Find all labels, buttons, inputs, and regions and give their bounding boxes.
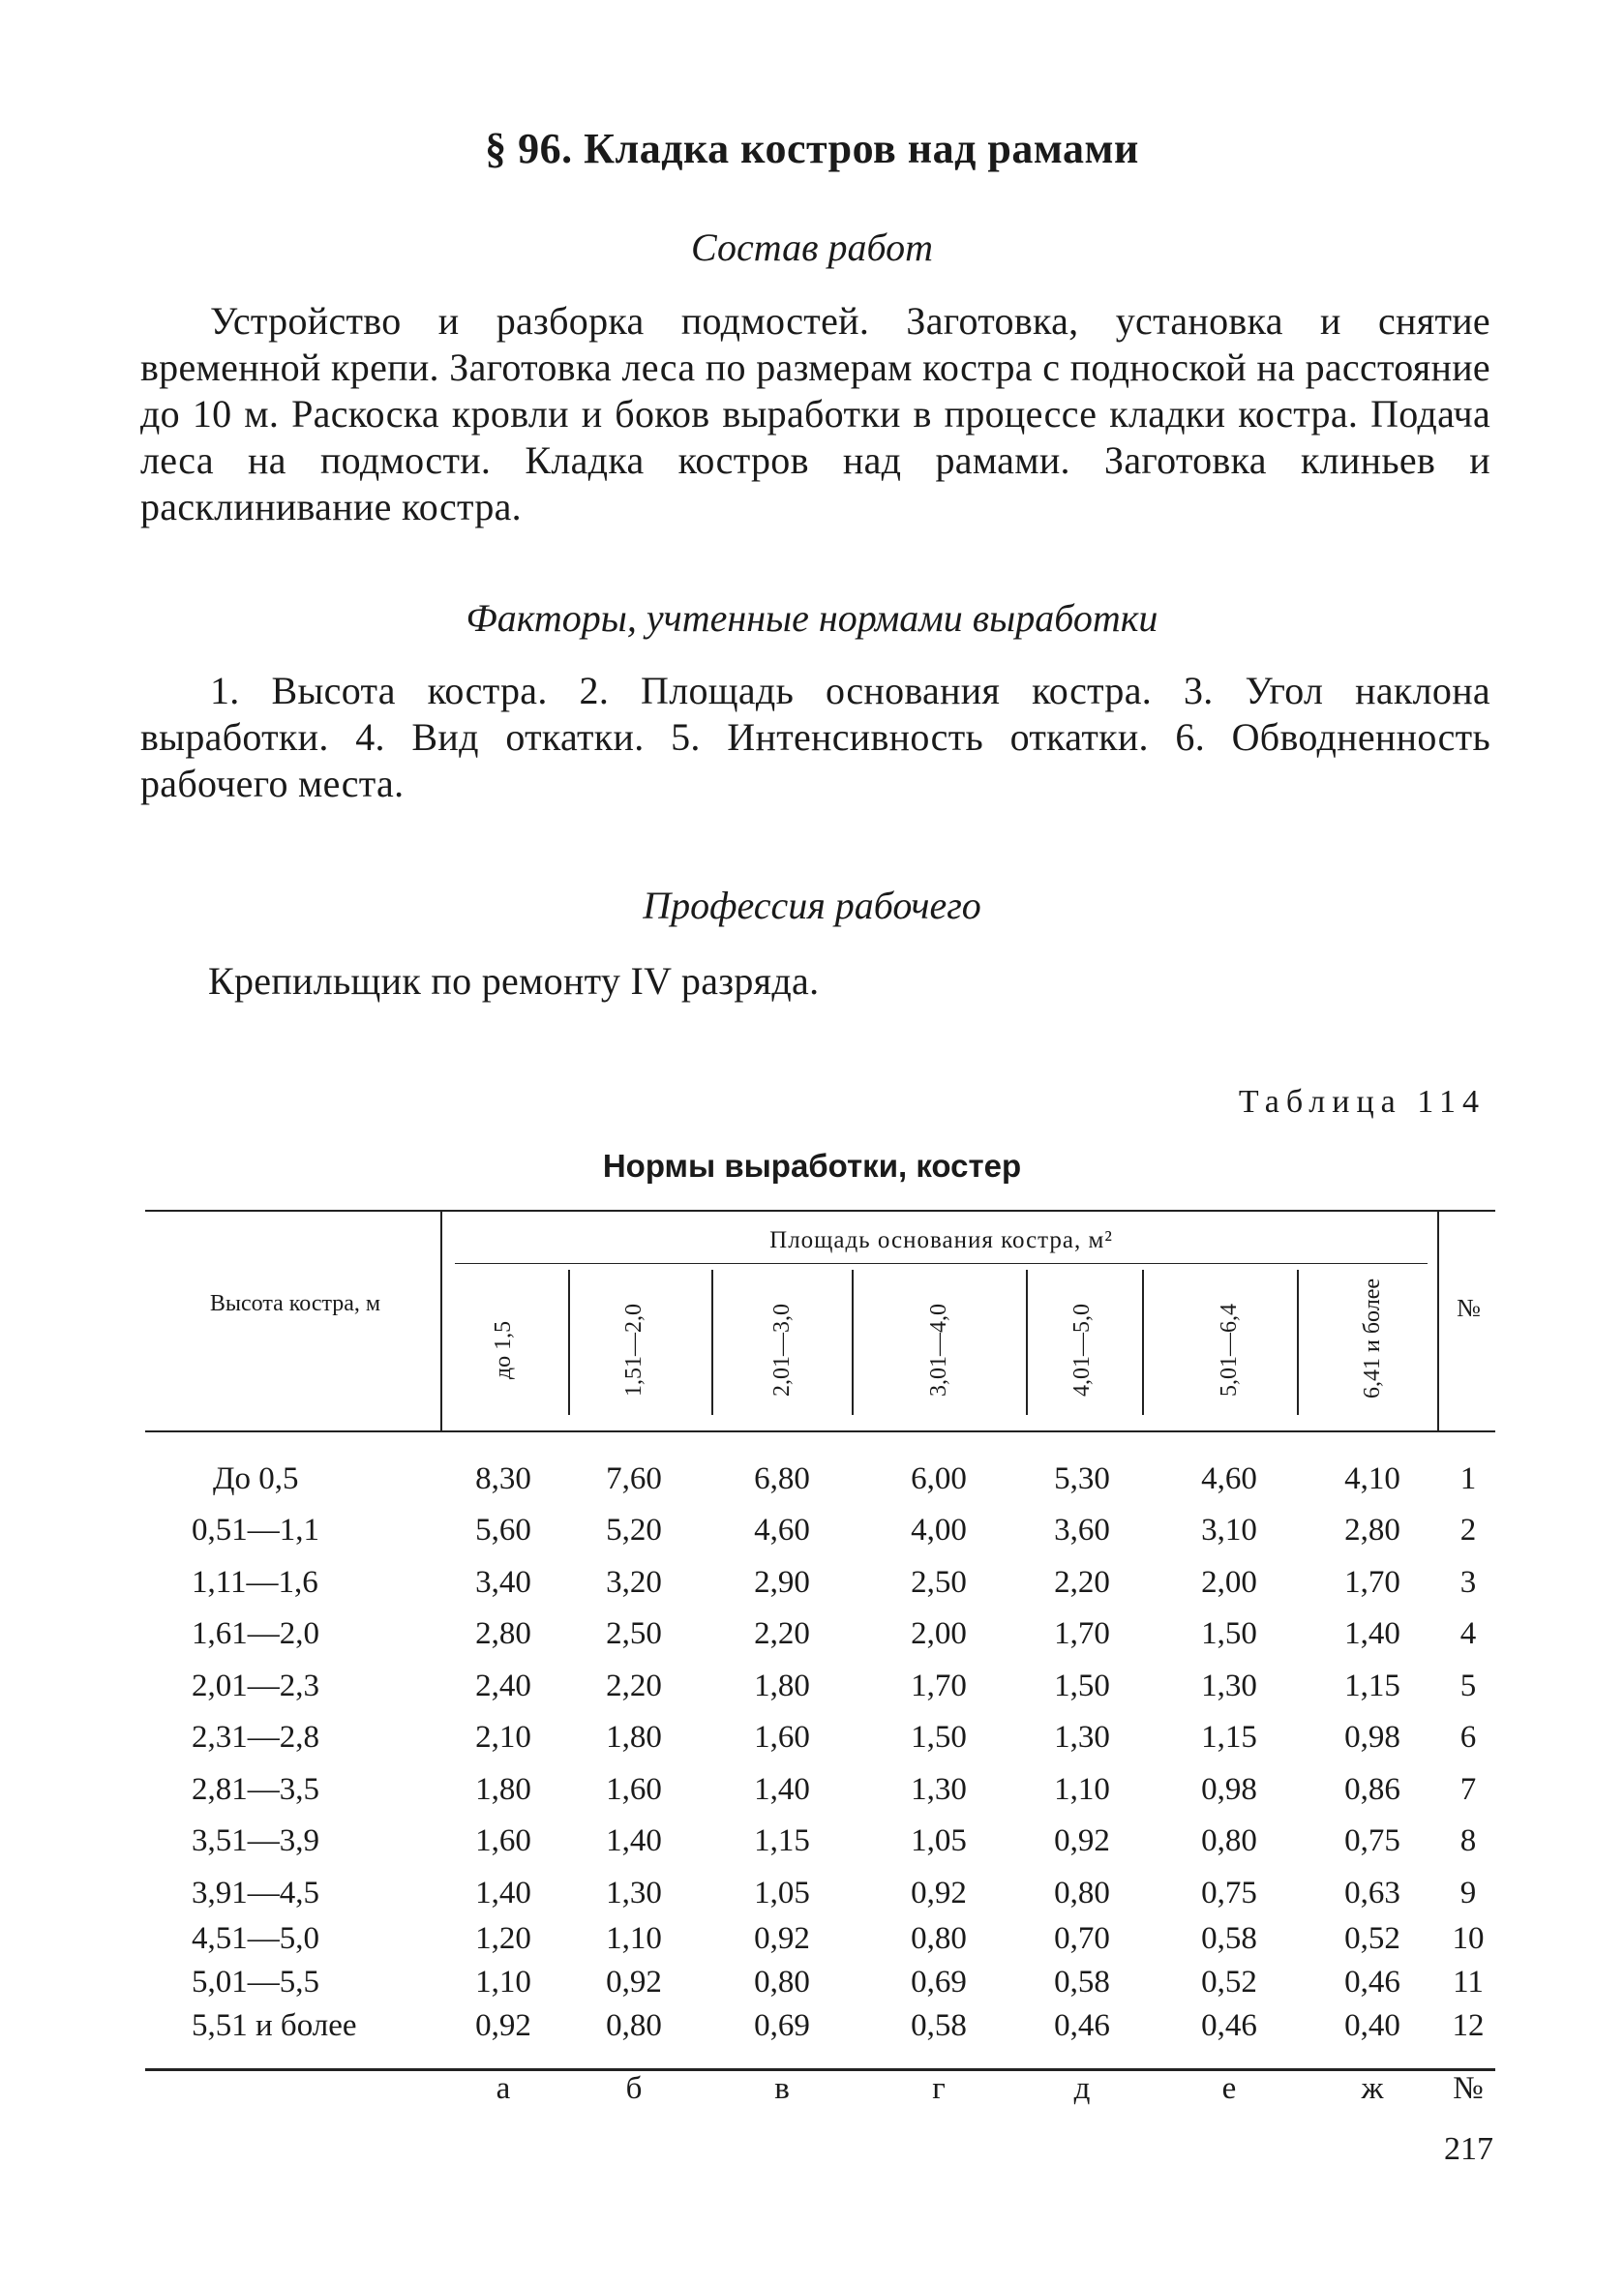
table-cell: 5,30	[1054, 1461, 1110, 1496]
table-cell: 1,05	[754, 1876, 810, 1910]
table-cell: 2,80	[1344, 1513, 1400, 1548]
table-cell: 0,92	[911, 1876, 967, 1910]
table-cell: 1,60	[606, 1772, 662, 1807]
table-cell: 1,60	[754, 1720, 810, 1755]
table-cell: 1,15	[1201, 1720, 1257, 1755]
column-letter: б	[625, 2071, 643, 2106]
table-cell: 0,80	[754, 1965, 810, 2000]
subcolumn-divider	[1297, 1270, 1299, 1415]
table-cell: 4,60	[754, 1513, 810, 1548]
table-cell: 0,98	[1201, 1772, 1257, 1807]
table-cell: 1,70	[911, 1669, 967, 1703]
column-letter: а	[496, 2071, 511, 2106]
area-subheader: 6,41 и более	[1360, 1278, 1385, 1399]
table-cell: 2,10	[475, 1720, 531, 1755]
column-letter: г	[932, 2071, 946, 2106]
table-cell: 3,40	[475, 1565, 531, 1600]
table-label: Таблица 114	[1238, 1084, 1486, 1120]
table-cell: 0,40	[1344, 2008, 1400, 2043]
height-column-header: Высота костра, м	[209, 1291, 381, 1316]
table-cell: 0,92	[475, 2008, 531, 2043]
work-composition-text: Устройство и разборка подмостей. Заготовка, установка и снятие временной крепи. Заготовка леса по размерам костра с подноской на расстояние до 10 м. Раскоска кровли и боков выработки в процессе кладки костра. Подача леса на подмости. Кладка костров над рамами. Заготовка клиньев и расклинивание костра.	[140, 299, 1490, 528]
table-cell: 4,60	[1201, 1461, 1257, 1496]
table-cell: 2,20	[754, 1616, 810, 1651]
table-cell: 2,90	[754, 1565, 810, 1600]
row-height-label: 3,91—4,5	[192, 1876, 319, 1910]
row-height-label: 5,51 и более	[192, 2008, 357, 2043]
table-cell: 1,50	[911, 1720, 967, 1755]
table-cell: 0,69	[911, 1965, 967, 2000]
table-cell: 7,60	[606, 1461, 662, 1496]
row-number: 12	[1452, 2008, 1485, 2043]
area-subheader: 3,01—4,0	[926, 1304, 951, 1397]
table-cell: 2,50	[911, 1565, 967, 1600]
table-cell: 3,20	[606, 1565, 662, 1600]
table-cell: 1,50	[1201, 1616, 1257, 1651]
table-cell: 2,20	[1054, 1565, 1110, 1600]
table-cell: 0,63	[1344, 1876, 1400, 1910]
profession-heading: Профессия рабочего	[643, 884, 981, 927]
table-cell: 0,80	[1054, 1876, 1110, 1910]
table-cell: 1,20	[475, 1921, 531, 1956]
area-subheader: до 1,5	[491, 1320, 516, 1380]
row-number: 7	[1459, 1772, 1477, 1807]
table-cell: 0,58	[1201, 1921, 1257, 1956]
subcolumn-divider	[1026, 1270, 1028, 1415]
column-letter: в	[774, 2071, 790, 2106]
table-cell: 0,46	[1201, 2008, 1257, 2043]
column-letter: ж	[1361, 2071, 1384, 2106]
header-bottom-rule	[145, 1430, 1495, 1432]
table-cell: 0,75	[1344, 1823, 1400, 1858]
table-cell: 4,10	[1344, 1461, 1400, 1496]
table-cell: 0,80	[911, 1921, 967, 1956]
table-cell: 1,70	[1344, 1565, 1400, 1600]
table-cell: 1,70	[1054, 1616, 1110, 1651]
table-cell: 2,40	[475, 1669, 531, 1703]
table-cell: 1,50	[1054, 1669, 1110, 1703]
table-cell: 2,20	[606, 1669, 662, 1703]
area-subheader: 5,01—6,4	[1217, 1304, 1242, 1397]
table-cell: 1,80	[606, 1720, 662, 1755]
area-column-header: Площадь основания костра, м²	[769, 1227, 1113, 1253]
table-cell: 1,40	[1344, 1616, 1400, 1651]
row-number: 5	[1459, 1669, 1477, 1703]
table-cell: 1,10	[606, 1921, 662, 1956]
table-cell: 1,10	[475, 1965, 531, 2000]
table-cell: 1,10	[1054, 1772, 1110, 1807]
row-number: 11	[1453, 1965, 1484, 2000]
row-number: 2	[1459, 1513, 1477, 1548]
column-letter: д	[1073, 2071, 1091, 2106]
table-cell: 0,80	[606, 2008, 662, 2043]
table-cell: 2,00	[911, 1616, 967, 1651]
table-cell: 0,70	[1054, 1921, 1110, 1956]
row-number: 3	[1459, 1565, 1477, 1600]
area-subheader: 2,01—3,0	[769, 1304, 795, 1397]
table-title: Нормы выработки, костер	[602, 1148, 1022, 1184]
area-subheader: 1,51—2,0	[621, 1304, 647, 1397]
number-column-header: №	[1457, 1294, 1481, 1322]
table-cell: 2,00	[1201, 1565, 1257, 1600]
row-number: 10	[1452, 1921, 1485, 1956]
subcolumn-divider	[568, 1270, 570, 1415]
row-number: 9	[1459, 1876, 1477, 1910]
row-height-label: 2,31—2,8	[192, 1720, 319, 1755]
row-height-label: 2,01—2,3	[192, 1669, 319, 1703]
work-composition-heading: Состав работ	[691, 226, 933, 269]
row-number: 1	[1459, 1461, 1477, 1496]
column-number-label: №	[1453, 2071, 1484, 2106]
page-number: 217	[1444, 2131, 1493, 2167]
table-cell: 0,92	[754, 1921, 810, 1956]
table-cell: 1,80	[475, 1772, 531, 1807]
row-height-label: 1,61—2,0	[192, 1616, 319, 1651]
table-cell: 4,00	[911, 1513, 967, 1548]
table-cell: 0,86	[1344, 1772, 1400, 1807]
table-cell: 0,46	[1344, 1965, 1400, 2000]
table-cell: 1,30	[1054, 1720, 1110, 1755]
area-subheader: 4,01—5,0	[1069, 1304, 1095, 1397]
table-cell: 8,30	[475, 1461, 531, 1496]
column-divider	[1437, 1210, 1439, 1430]
table-cell: 3,10	[1201, 1513, 1257, 1548]
table-cell: 1,60	[475, 1823, 531, 1858]
table-cell: 1,15	[1344, 1669, 1400, 1703]
row-height-label: 4,51—5,0	[192, 1921, 319, 1956]
table-cell: 1,40	[754, 1772, 810, 1807]
page-title: § 96. Кладка костров над рамами	[485, 125, 1139, 172]
table-cell: 0,69	[754, 2008, 810, 2043]
factors-heading: Факторы, учтенные нормами выработки	[466, 596, 1158, 640]
column-divider	[440, 1210, 442, 1430]
table-cell: 1,40	[475, 1876, 531, 1910]
table-cell: 0,92	[606, 1965, 662, 2000]
table-cell: 1,15	[754, 1823, 810, 1858]
subcolumn-divider	[852, 1270, 854, 1415]
table-cell: 5,60	[475, 1513, 531, 1548]
table-cell: 2,80	[475, 1616, 531, 1651]
table-cell: 6,00	[911, 1461, 967, 1496]
table-cell: 2,50	[606, 1616, 662, 1651]
table-top-rule	[145, 1210, 1495, 1212]
row-number: 6	[1459, 1720, 1477, 1755]
area-header-rule	[455, 1263, 1428, 1264]
table-cell: 1,40	[606, 1823, 662, 1858]
table-cell: 0,92	[1054, 1823, 1110, 1858]
table-cell: 1,30	[1201, 1669, 1257, 1703]
table-cell: 1,30	[911, 1772, 967, 1807]
table-cell: 1,80	[754, 1669, 810, 1703]
subcolumn-divider	[711, 1270, 713, 1415]
table-cell: 3,60	[1054, 1513, 1110, 1548]
subcolumn-divider	[1142, 1270, 1144, 1415]
profession-text: Крепильщик по ремонту IV разряда.	[208, 959, 820, 1003]
table-cell: 0,80	[1201, 1823, 1257, 1858]
table-cell: 1,05	[911, 1823, 967, 1858]
table-cell: 0,58	[911, 2008, 967, 2043]
factors-text: 1. Высота костра. 2. Площадь основания костра. 3. Угол наклона выработки. 4. Вид откатки. 5. Интенсивность откатки. 6. Обводненность рабочего места.	[140, 669, 1490, 805]
table-cell: 0,75	[1201, 1876, 1257, 1910]
row-height-label: 5,01—5,5	[192, 1965, 319, 2000]
table-cell: 1,30	[606, 1876, 662, 1910]
row-height-label: 3,51—3,9	[192, 1823, 319, 1858]
row-height-label: 0,51—1,1	[192, 1513, 319, 1548]
table-cell: 0,52	[1201, 1965, 1257, 2000]
row-height-label: 1,11—1,6	[192, 1565, 318, 1600]
table-cell: 0,98	[1344, 1720, 1400, 1755]
table-cell: 0,58	[1054, 1965, 1110, 2000]
table-cell: 5,20	[606, 1513, 662, 1548]
table-cell: 0,46	[1054, 2008, 1110, 2043]
row-height-label: До 0,5	[213, 1461, 299, 1496]
row-number: 8	[1459, 1823, 1477, 1858]
table-cell: 6,80	[754, 1461, 810, 1496]
row-number: 4	[1459, 1616, 1477, 1651]
row-height-label: 2,81—3,5	[192, 1772, 319, 1807]
table-cell: 0,52	[1344, 1921, 1400, 1956]
column-letter: е	[1221, 2071, 1237, 2106]
